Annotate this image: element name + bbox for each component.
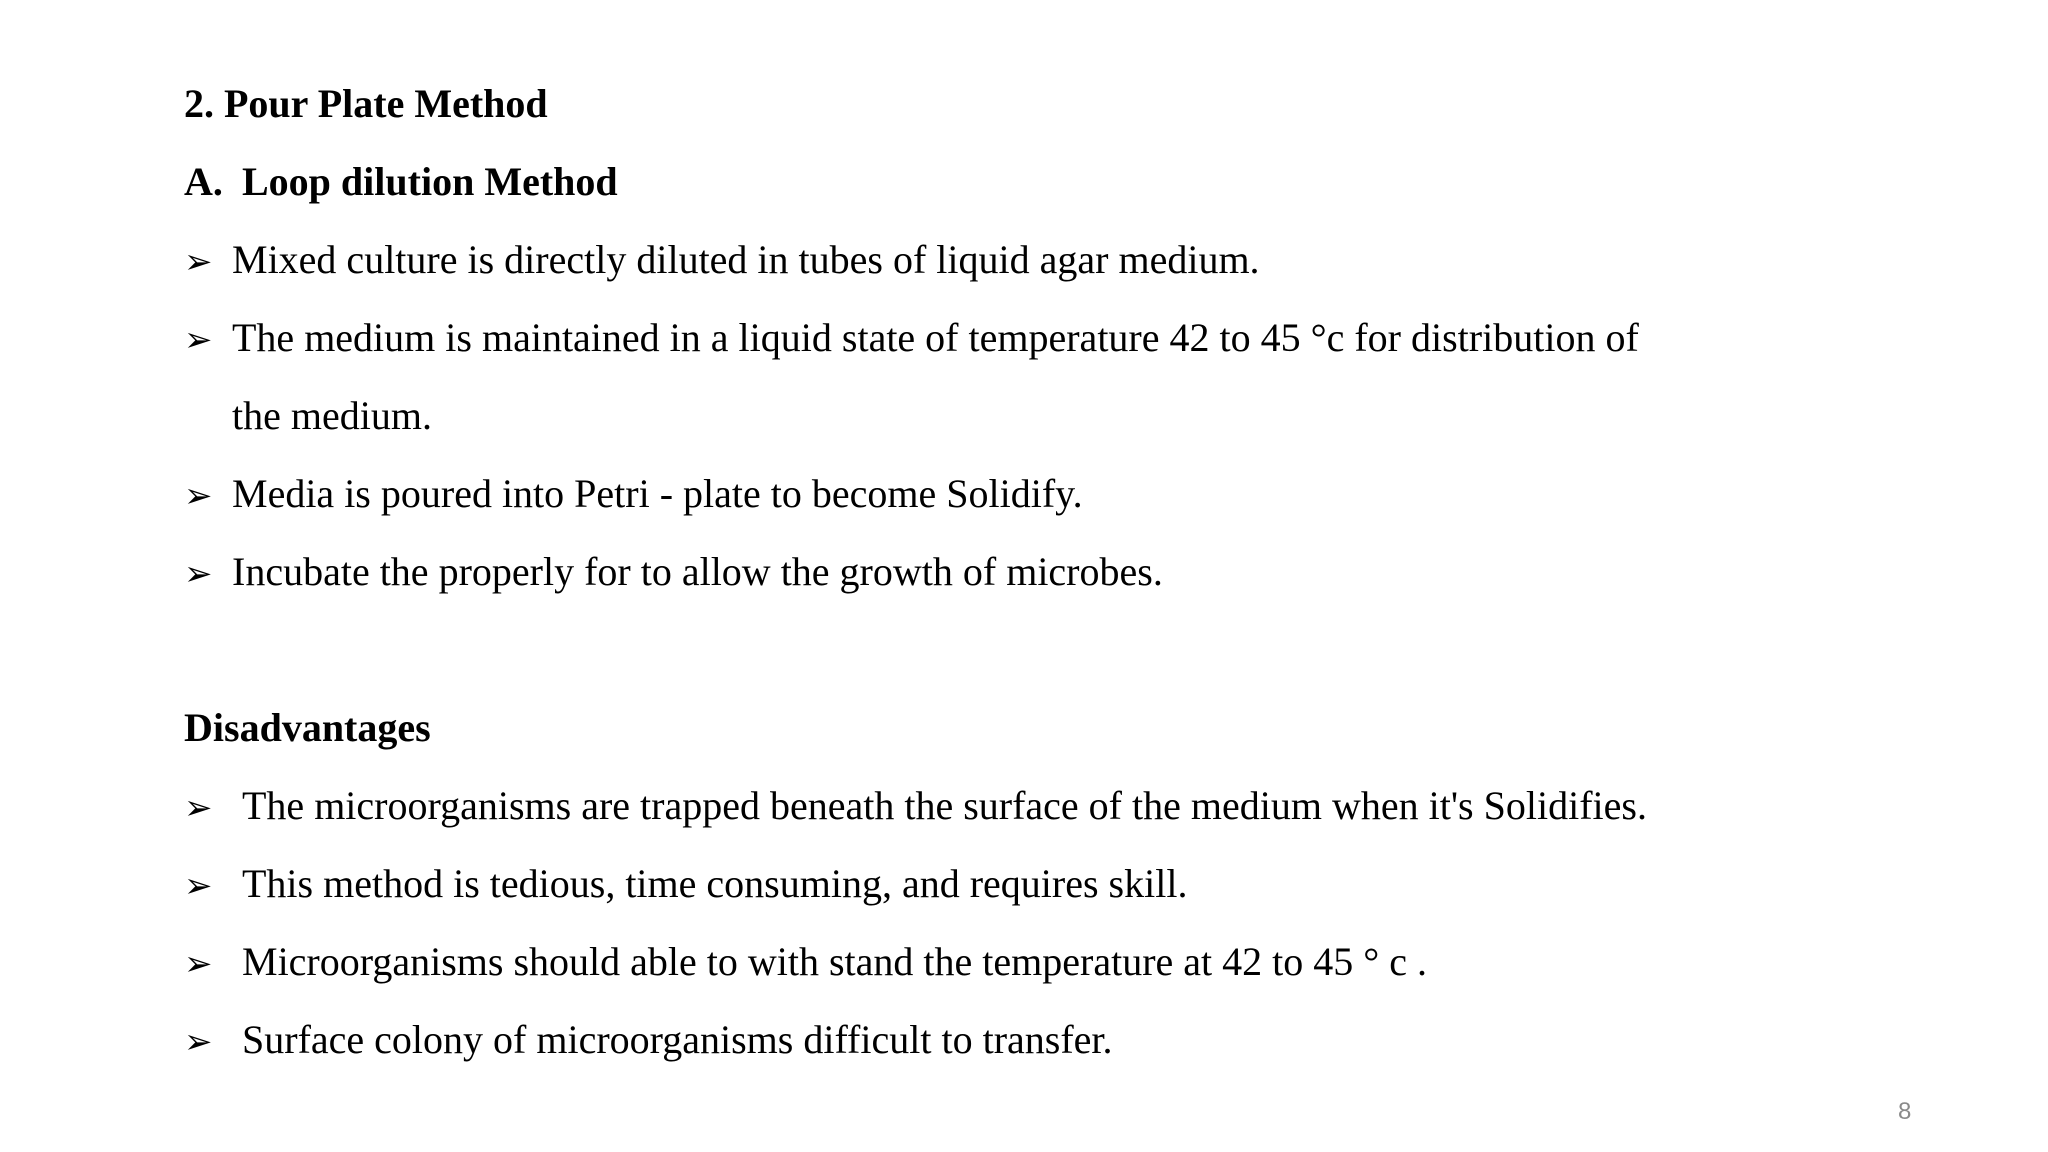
arrowhead-bullet-icon: ➢ [184, 554, 213, 594]
arrowhead-bullet-icon: ➢ [184, 1022, 213, 1062]
list-item-text: Surface colony of microorganisms difficult to transfer. [242, 1017, 1113, 1062]
list-item [184, 860, 1187, 910]
list-item [184, 548, 1163, 598]
list-item-text: The microorganisms are trapped beneath the surface of the medium when it's Solidifies. [242, 783, 1647, 828]
arrowhead-bullet-icon: ➢ [184, 476, 213, 516]
arrowhead-bullet-icon: ➢ [184, 788, 213, 828]
subsection-title: Loop dilution Method [242, 159, 618, 204]
subsection-letter: A. [184, 159, 223, 204]
page-number: 8 [1898, 1098, 1912, 1125]
list-item [184, 782, 1647, 832]
list-item [184, 236, 1260, 286]
section-title: 2. Pour Plate Method [184, 81, 548, 126]
list-item-text: This method is tedious, time consuming, and requires skill. [242, 861, 1188, 906]
arrowhead-bullet-icon: ➢ [184, 944, 213, 984]
arrowhead-bullet-icon: ➢ [184, 866, 213, 906]
list-item-text: Mixed culture is directly diluted in tubes of liquid agar medium. [232, 237, 1260, 282]
list-item [184, 470, 1083, 520]
list-item [184, 314, 1639, 364]
subsection-heading [184, 158, 618, 206]
arrowhead-bullet-icon: ➢ [184, 242, 213, 282]
arrowhead-bullet-icon: ➢ [184, 320, 213, 360]
list-item-text: Incubate the properly for to allow the growth of microbes. [232, 549, 1163, 594]
list-item-text: Media is poured into Petri - plate to become Solidify. [232, 471, 1083, 516]
disadvantages-title: Disadvantages [184, 705, 431, 750]
list-item [184, 938, 1427, 988]
list-item-text: Microorganisms should able to with stand the temperature at 42 to 45 ° c . [242, 939, 1428, 984]
list-item [184, 1016, 1113, 1066]
list-item-continuation: the medium. [232, 393, 432, 438]
list-item-text: The medium is maintained in a liquid state of temperature 42 to 45 °c for distribution of [232, 315, 1639, 360]
